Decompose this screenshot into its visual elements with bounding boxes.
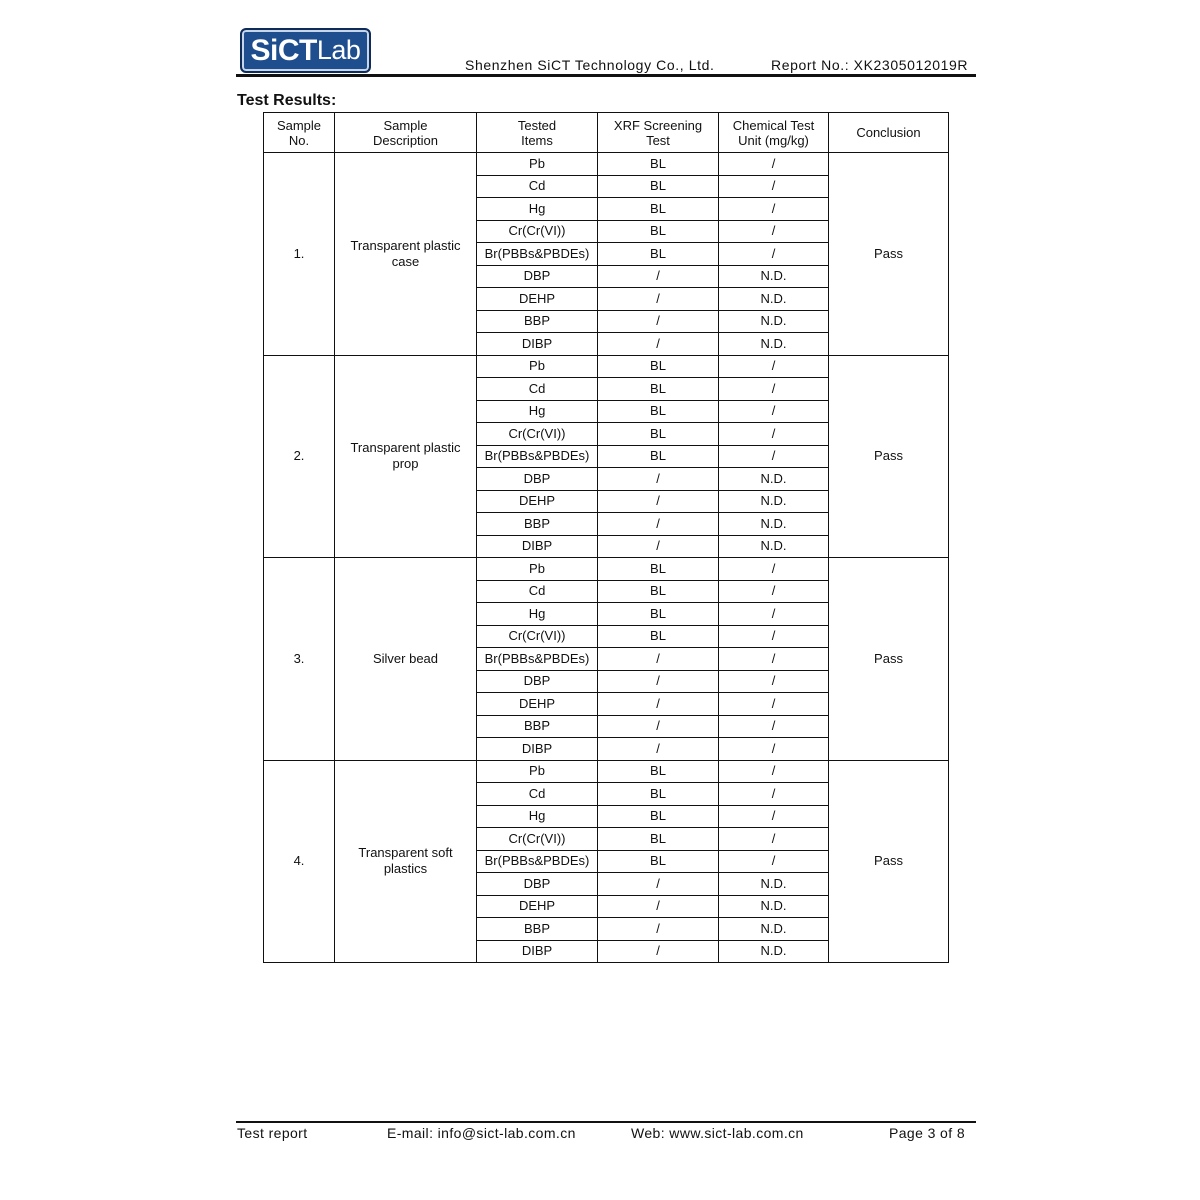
footer-web: Web: www.sict-lab.com.cn <box>631 1125 804 1141</box>
sample-description <box>335 558 477 761</box>
col-xrf-screening-header <box>598 113 719 153</box>
description-line: Silver bead <box>372 650 439 666</box>
footer-email: E-mail: info@sict-lab.com.cn <box>387 1125 576 1141</box>
tested-item: Cr(Cr(VI)) <box>477 220 598 243</box>
chemical-result: N.D. <box>719 873 829 896</box>
header-line: Test <box>646 132 670 148</box>
xrf-result: BL <box>598 760 719 783</box>
xrf-result: / <box>598 648 719 671</box>
report-number: Report No.: XK2305012019R <box>771 57 969 73</box>
xrf-result: BL <box>598 220 719 243</box>
table-header-row <box>264 113 949 153</box>
sample-description <box>335 760 477 963</box>
chemical-result: / <box>719 715 829 738</box>
tested-item: Br(PBBs&PBDEs) <box>477 648 598 671</box>
chemical-result: / <box>719 198 829 221</box>
chemical-result: / <box>719 693 829 716</box>
xrf-result: BL <box>598 783 719 806</box>
tested-item: Cr(Cr(VI)) <box>477 625 598 648</box>
xrf-result: BL <box>598 175 719 198</box>
table-row <box>264 153 949 176</box>
description-line: Transparent plastic <box>350 237 461 253</box>
table-row <box>264 355 949 378</box>
tested-item: Hg <box>477 400 598 423</box>
section-title: Test Results: <box>237 92 337 109</box>
xrf-result: / <box>598 873 719 896</box>
chemical-result: / <box>719 850 829 873</box>
xrf-result: / <box>598 940 719 963</box>
tested-item: Cd <box>477 783 598 806</box>
chemical-result: / <box>719 400 829 423</box>
xrf-result: BL <box>598 423 719 446</box>
header-rule <box>236 74 976 77</box>
table-row <box>264 558 949 581</box>
col-chemical-test-header <box>719 113 829 153</box>
chemical-result: / <box>719 760 829 783</box>
chemical-result: N.D. <box>719 895 829 918</box>
tested-item: DIBP <box>477 535 598 558</box>
chemical-result: / <box>719 783 829 806</box>
tested-item: DIBP <box>477 738 598 761</box>
xrf-result: / <box>598 310 719 333</box>
header-line: Description <box>372 132 439 148</box>
sample-description <box>335 355 477 558</box>
company-logo <box>240 28 371 73</box>
tested-item: Pb <box>477 760 598 783</box>
chemical-result: / <box>719 603 829 626</box>
conclusion: Pass <box>829 760 949 963</box>
tested-item: DIBP <box>477 333 598 356</box>
tested-item: Hg <box>477 603 598 626</box>
chemical-result: / <box>719 153 829 176</box>
xrf-result: BL <box>598 603 719 626</box>
chemical-result: / <box>719 670 829 693</box>
tested-item: DBP <box>477 468 598 491</box>
xrf-result: / <box>598 468 719 491</box>
description-line: prop <box>392 456 419 472</box>
chemical-result: N.D. <box>719 333 829 356</box>
chemical-result: N.D. <box>719 490 829 513</box>
col-tested-items-header <box>477 113 598 153</box>
xrf-result: / <box>598 918 719 941</box>
tested-item: DBP <box>477 873 598 896</box>
xrf-result: BL <box>598 355 719 378</box>
header-line: Chemical Test <box>732 117 815 133</box>
footer-left: Test report <box>237 1125 308 1141</box>
description-line: Transparent soft <box>358 845 453 861</box>
xrf-result: BL <box>598 378 719 401</box>
chemical-result: N.D. <box>719 513 829 536</box>
tested-item: DEHP <box>477 895 598 918</box>
col-sample-no-header <box>264 113 335 153</box>
test-results-table <box>263 112 949 963</box>
xrf-result: BL <box>598 445 719 468</box>
sample-number: 2. <box>264 355 335 558</box>
tested-item: Br(PBBs&PBDEs) <box>477 850 598 873</box>
tested-item: DBP <box>477 265 598 288</box>
chemical-result: N.D. <box>719 468 829 491</box>
tested-item: Cd <box>477 175 598 198</box>
tested-item: DEHP <box>477 490 598 513</box>
xrf-result: / <box>598 715 719 738</box>
tested-item: BBP <box>477 918 598 941</box>
xrf-result: / <box>598 265 719 288</box>
tested-item: Pb <box>477 153 598 176</box>
tested-item: Cd <box>477 580 598 603</box>
description-line: plastics <box>383 861 428 877</box>
chemical-result: / <box>719 423 829 446</box>
chemical-result: N.D. <box>719 535 829 558</box>
xrf-result: BL <box>598 580 719 603</box>
tested-item: DIBP <box>477 940 598 963</box>
tested-item: Cr(Cr(VI)) <box>477 828 598 851</box>
header-line: XRF Screening <box>613 117 703 133</box>
conclusion: Pass <box>829 153 949 356</box>
chemical-result: / <box>719 625 829 648</box>
footer-rule <box>236 1121 976 1123</box>
chemical-result: / <box>719 805 829 828</box>
chemical-result: N.D. <box>719 265 829 288</box>
xrf-result: BL <box>598 805 719 828</box>
xrf-result: BL <box>598 400 719 423</box>
tested-item: Br(PBBs&PBDEs) <box>477 243 598 266</box>
tested-item: BBP <box>477 715 598 738</box>
footer-page: Page 3 of 8 <box>889 1125 966 1141</box>
header-line: Unit (mg/kg) <box>738 132 809 148</box>
logo-text-sub: Lab <box>316 35 361 65</box>
header-line: Items <box>521 132 553 148</box>
chemical-result: / <box>719 738 829 761</box>
chemical-result: N.D. <box>719 918 829 941</box>
header-line: Sample <box>276 117 322 133</box>
conclusion: Pass <box>829 558 949 761</box>
sample-description <box>335 153 477 356</box>
tested-item: DEHP <box>477 288 598 311</box>
xrf-result: BL <box>598 243 719 266</box>
logo-text-main: SiCT <box>250 33 317 67</box>
xrf-result: BL <box>598 828 719 851</box>
chemical-result: / <box>719 378 829 401</box>
xrf-result: BL <box>598 198 719 221</box>
header-line: Conclusion <box>856 125 921 140</box>
company-name: Shenzhen SiCT Technology Co., Ltd. <box>465 57 715 73</box>
tested-item: Pb <box>477 355 598 378</box>
xrf-result: BL <box>598 558 719 581</box>
xrf-result: / <box>598 670 719 693</box>
sample-number: 1. <box>264 153 335 356</box>
chemical-result: / <box>719 243 829 266</box>
xrf-result: BL <box>598 850 719 873</box>
chemical-result: N.D. <box>719 940 829 963</box>
tested-item: Br(PBBs&PBDEs) <box>477 445 598 468</box>
chemical-result: / <box>719 445 829 468</box>
col-conclusion-header <box>829 113 949 153</box>
header-line: Tested <box>517 117 557 133</box>
xrf-result: / <box>598 288 719 311</box>
tested-item: Hg <box>477 805 598 828</box>
xrf-result: / <box>598 535 719 558</box>
sample-number: 4. <box>264 760 335 963</box>
xrf-result: / <box>598 738 719 761</box>
tested-item: Hg <box>477 198 598 221</box>
tested-item: BBP <box>477 513 598 536</box>
description-line: Transparent plastic <box>350 440 461 456</box>
tested-item: Cd <box>477 378 598 401</box>
tested-item: Pb <box>477 558 598 581</box>
chemical-result: / <box>719 355 829 378</box>
xrf-result: BL <box>598 153 719 176</box>
sample-number: 3. <box>264 558 335 761</box>
chemical-result: N.D. <box>719 310 829 333</box>
col-sample-description-header <box>335 113 477 153</box>
chemical-result: / <box>719 580 829 603</box>
chemical-result: / <box>719 648 829 671</box>
description-line: case <box>391 253 420 269</box>
chemical-result: N.D. <box>719 288 829 311</box>
header-line: Sample <box>383 117 428 133</box>
xrf-result: / <box>598 895 719 918</box>
tested-item: DBP <box>477 670 598 693</box>
header-line: No. <box>288 132 310 148</box>
xrf-result: / <box>598 490 719 513</box>
xrf-result: / <box>598 333 719 356</box>
conclusion: Pass <box>829 355 949 558</box>
tested-item: BBP <box>477 310 598 333</box>
chemical-result: / <box>719 175 829 198</box>
chemical-result: / <box>719 220 829 243</box>
xrf-result: / <box>598 513 719 536</box>
xrf-result: BL <box>598 625 719 648</box>
tested-item: DEHP <box>477 693 598 716</box>
tested-item: Cr(Cr(VI)) <box>477 423 598 446</box>
xrf-result: / <box>598 693 719 716</box>
chemical-result: / <box>719 558 829 581</box>
table-row <box>264 760 949 783</box>
chemical-result: / <box>719 828 829 851</box>
